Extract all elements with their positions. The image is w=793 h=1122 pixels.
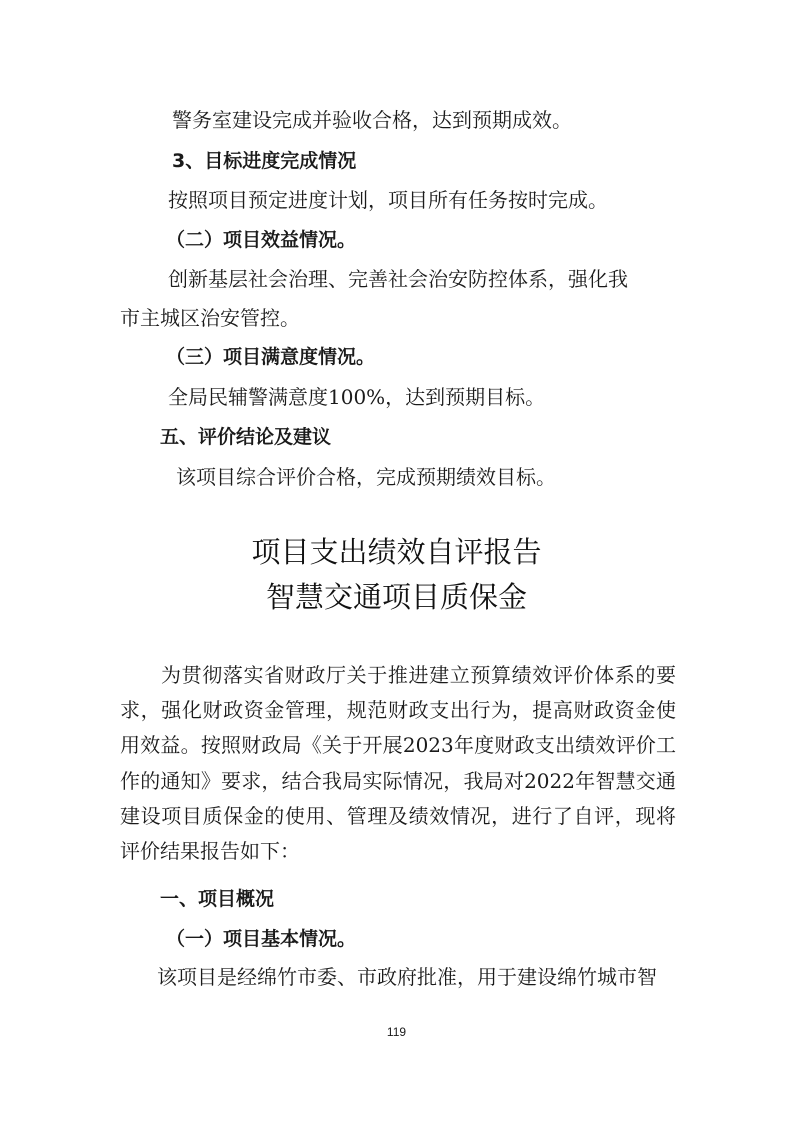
line-conclusion: 该项目综合评价合格，完成预期绩效目标。 bbox=[176, 465, 556, 489]
body-start-line: 该项目是经绵竹市委、市政府批准，用于建设绵竹城市智 bbox=[157, 965, 657, 989]
line-progress-text: 按照项目预定进度计划，项目所有任务按时完成。 bbox=[168, 188, 608, 212]
line-benefit-2: 市主城区治安管控。 bbox=[120, 306, 300, 330]
heading-benefit: （二）项目效益情况。 bbox=[166, 229, 357, 251]
subsection-basic-heading: （一）项目基本情况。 bbox=[166, 928, 357, 950]
page-number: 119 bbox=[386, 1025, 407, 1039]
heading-progress: 3、目标进度完成情况 bbox=[172, 150, 357, 172]
report-title: 项目支出绩效自评报告 bbox=[251, 535, 542, 569]
heading-conclusion: 五、评价结论及建议 bbox=[160, 426, 332, 448]
intro-paragraph: 为贯彻落实省财政厅关于推进建立预算绩效评价体系的要求，强化财政资金管理，规范财政支出行为，提高财政资金使用效益。按照财政局《关于开展2023年度财政支出绩效评价工作的通知》要求，结合我局实际情况，我局对2022年智慧交通建设项目质保金的使用、管理及绩效情况，进行了自评，现将评价结果报告如下： bbox=[120, 663, 676, 864]
section-overview-heading: 一、项目概况 bbox=[160, 888, 275, 910]
line-satisfaction: 全局民辅警满意度100%，达到预期目标。 bbox=[168, 385, 546, 409]
report-subtitle: 智慧交通项目质保金 bbox=[265, 580, 527, 614]
line-acceptance: 警务室建设完成并验收合格，达到预期成效。 bbox=[172, 108, 572, 132]
line-benefit-1: 创新基层社会治理、完善社会治安防控体系，强化我 bbox=[168, 267, 628, 291]
heading-satisfaction: （三）项目满意度情况。 bbox=[166, 346, 376, 368]
